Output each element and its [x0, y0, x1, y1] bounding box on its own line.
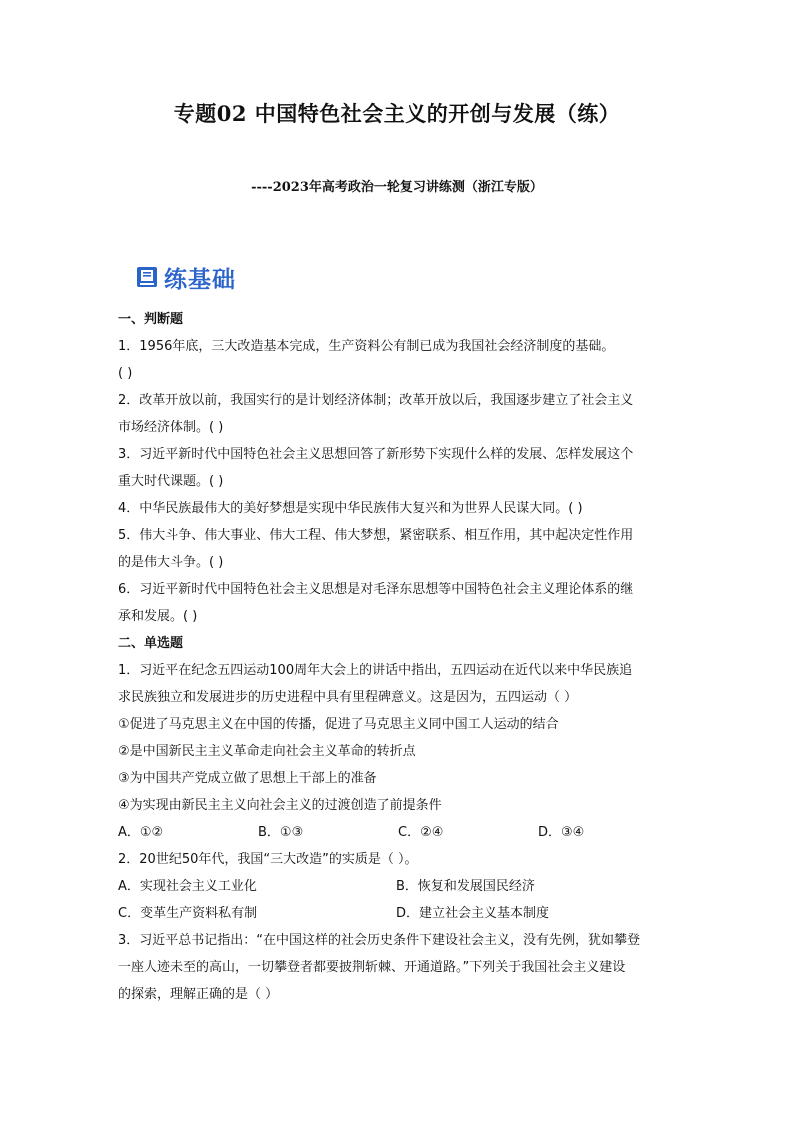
judgment-question-4: 4．中华民族最伟大的美好梦想是实现中华民族伟大复兴和为世界人民谋大同。( ) [118, 501, 583, 516]
book-icon [136, 266, 158, 288]
statement-item: ③为中国共产党成立做了思想上干部上的准备 [118, 771, 377, 786]
page-title: 专题02 中国特色社会主义的开创与发展（练） [173, 101, 621, 126]
option-row [118, 873, 678, 900]
option-a[interactable]: A．实现社会主义工业化 [118, 879, 257, 894]
choice-question-1: 1．习近平在纪念五四运动100周年大会上的讲话中指出，五四运动在近代以来中华民族追 求民族独立和发展进步的历史进程中具有里程碑意义。这是因为，五四运动（ ） ①促进了马克思主义在中国的传播，促进了马克思主义同中国工人运动的结合 ②是中国新民主主义革命走向社会主义革命的转折点 ③为中国共产党成立做了思想上干部上的准备 ④为实现由新民主主义向社会主义的过渡创造了前提条件 A．①② B．①③ C．②④ D．③④ [118, 657, 678, 846]
content-body [118, 306, 678, 1008]
choice-question-2: 2．20世纪50年代，我国“三大改造”的实质是（ ）。 A．实现社会主义工业化 B．恢复和发展国民经济 C．变革生产资料私有制 D．建立社会主义基本制度 [118, 846, 678, 927]
judgment-question-5: 5．伟大斗争、伟大事业、伟大工程、伟大梦想，紧密联系、相互作用，其中起决定性作用 的是伟大斗争。( ) [118, 528, 634, 570]
answer-blank[interactable]: ( ) [118, 366, 133, 381]
choice-question-3: 3．习近平总书记指出：“在中国这样的社会历史条件下建设社会主义，没有先例，犹如攀登 一座人迹未至的高山，一切攀登者都要披荆斩棘、开通道路。”下列关于我国社会主义建设 的探索，理解正确的是（ ） [118, 933, 641, 1002]
option-a[interactable]: A．①② [118, 825, 164, 840]
judgment-question-2: 2．改革开放以前，我国实行的是计划经济体制；改革开放以后，我国逐步建立了社会主义 市场经济体制。( ) [118, 393, 634, 435]
page-subtitle: ----2023年高考政治一轮复习讲练测（浙江专版） [251, 180, 543, 195]
statement-item: ②是中国新民主主义革命走向社会主义革命的转折点 [118, 744, 416, 759]
option-row [118, 819, 678, 846]
option-d[interactable]: D．③④ [538, 825, 585, 840]
judgment-question-6: 6．习近平新时代中国特色社会主义思想是对毛泽东思想等中国特色社会主义理论体系的继 承和发展。( ) [118, 582, 634, 624]
section-label: 练基础 [164, 266, 236, 293]
section-banner [136, 262, 236, 292]
option-c[interactable]: C．②④ [398, 825, 444, 840]
statement-item: ①促进了马克思主义在中国的传播，促进了马克思主义同中国工人运动的结合 [118, 717, 559, 732]
judgment-question-1: 1．1956年底，三大改造基本完成，生产资料公有制已成为我国社会经济制度的基础。 ( ) [118, 333, 678, 387]
judgment-heading: 一、判断题 [118, 312, 184, 327]
statement-item: ④为实现由新民主主义向社会主义的过渡创造了前提条件 [118, 798, 442, 813]
option-row [118, 900, 678, 927]
option-b[interactable]: B．恢复和发展国民经济 [396, 879, 535, 894]
choice-heading: 二、单选题 [118, 636, 184, 651]
judgment-question-3: 3．习近平新时代中国特色社会主义思想回答了新形势下实现什么样的发展、怎样发展这个 重大时代课题。( ) [118, 447, 634, 489]
option-c[interactable]: C．变革生产资料私有制 [118, 906, 258, 921]
option-b[interactable]: B．①③ [258, 825, 304, 840]
option-d[interactable]: D．建立社会主义基本制度 [396, 906, 550, 921]
